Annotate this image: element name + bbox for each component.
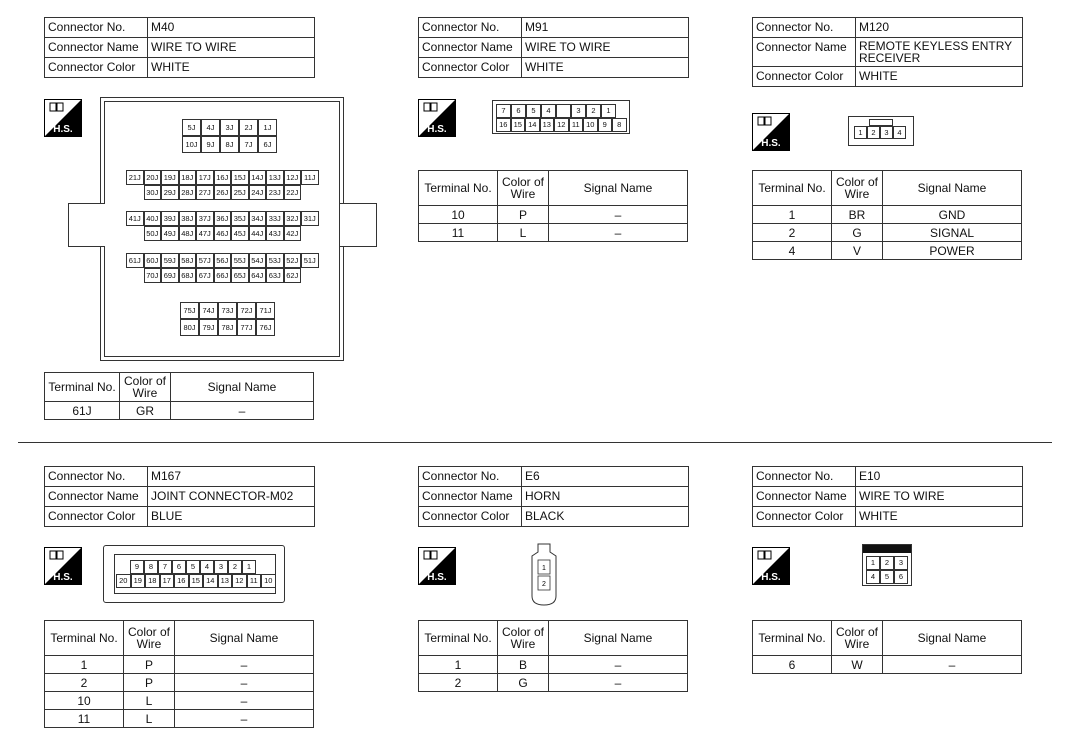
e10-pin: 6 [894, 570, 908, 584]
m40-pin: 36J [214, 211, 232, 226]
connector-no: M120 [856, 18, 1023, 38]
m167-pin: 13 [218, 574, 233, 588]
m40-pin: 24J [249, 185, 267, 200]
connector-info-table: Connector No. E10 Connector Name WIRE TO WIRE Connector Color WHITE [752, 466, 1023, 527]
m40-pin: 66J [214, 268, 232, 283]
m40-pin: 74J [199, 302, 218, 319]
m40-pin: 7J [239, 136, 258, 153]
connector-face-e6 [528, 542, 560, 608]
m40-left-tab [68, 203, 105, 247]
m40-pin: 16J [214, 170, 232, 185]
table-row: 2 G SIGNAL [753, 224, 1022, 242]
m40-right-tab [340, 203, 377, 247]
m40-pin: 70J [144, 268, 162, 283]
e10-pin: 1 [866, 556, 880, 570]
m40-pin: 67J [196, 268, 214, 283]
m40-pin: 50J [144, 226, 162, 241]
m40-pin: 8J [220, 136, 239, 153]
m40-pin: 60J [144, 253, 162, 268]
e10-pin: 5 [880, 570, 894, 584]
hs-icon [752, 547, 790, 585]
connector-color: WHITE [148, 58, 315, 78]
connector-info-table: Connector No. M40 Connector Name WIRE TO WIRE Connector Color WHITE [44, 17, 315, 78]
m40-pin: 23J [266, 185, 284, 200]
m91-pin: 1 [601, 104, 616, 118]
m40-pin: 42J [284, 226, 302, 241]
m40-pin: 77J [237, 319, 256, 336]
m167-pin: 9 [130, 560, 144, 574]
m40-pin: 5J [182, 119, 201, 136]
table-row: 2 G – [419, 674, 688, 692]
m40-pin: 3J [220, 119, 239, 136]
m40-pin: 30J [144, 185, 162, 200]
m167-pin: 16 [174, 574, 189, 588]
m40-pin: 41J [126, 211, 144, 226]
m40-pin: 75J [180, 302, 199, 319]
m91-pin: 12 [554, 118, 569, 132]
m120-pin: 2 [867, 126, 880, 139]
m40-pin: 71J [256, 302, 275, 319]
m91-pin: 3 [571, 104, 586, 118]
hs-icon [418, 547, 456, 585]
m91-pin: 8 [612, 118, 627, 132]
connector-no: M40 [148, 18, 315, 38]
m40-pin: 57J [196, 253, 214, 268]
m40-pin: 64J [249, 268, 267, 283]
m40-pin: 20J [144, 170, 162, 185]
m40-pin: 4J [201, 119, 220, 136]
connector-no: M167 [148, 467, 315, 487]
e10-pin: 2 [880, 556, 894, 570]
m167-pin: 8 [144, 560, 158, 574]
connector-name: WIRE TO WIRE [148, 38, 315, 58]
m40-pin: 11J [301, 170, 319, 185]
m40-pin: 17J [196, 170, 214, 185]
m167-pin: 5 [186, 560, 200, 574]
e6-pin-2: 2 [542, 581, 546, 588]
section-divider [18, 442, 1052, 443]
m40-pin: 15J [231, 170, 249, 185]
connector-color: WHITE [856, 67, 1023, 87]
m40-pin: 1J [258, 119, 277, 136]
connector-e6 [418, 466, 689, 527]
m91-pin: 16 [496, 118, 511, 132]
m91-pin: 5 [526, 104, 541, 118]
connector-no: E10 [856, 467, 1023, 487]
m40-pin: 9J [201, 136, 220, 153]
m40-pin: 72J [237, 302, 256, 319]
m167-pin: 10 [261, 574, 276, 588]
m40-pin: 48J [179, 226, 197, 241]
connector-info-table: Connector No. M91 Connector Name WIRE TO WIRE Connector Color WHITE [418, 17, 689, 78]
m91-pin [556, 104, 571, 118]
m40-pin: 13J [266, 170, 284, 185]
m167-pin: 14 [203, 574, 218, 588]
connector-no: E6 [522, 467, 689, 487]
m40-pin: 76J [256, 319, 275, 336]
m40-pin: 27J [196, 185, 214, 200]
m40-pin: 37J [196, 211, 214, 226]
m167-pin: 1 [242, 560, 256, 574]
connector-m40 [44, 17, 315, 78]
m40-pin: 14J [249, 170, 267, 185]
table-row: 1 B – [419, 656, 688, 674]
m120-pin: 3 [880, 126, 893, 139]
table-row: 6 W – [753, 656, 1022, 674]
m120-pin: 4 [893, 126, 906, 139]
table-row: 11 L – [45, 710, 314, 728]
m40-pin: 31J [301, 211, 319, 226]
m167-pin: 18 [145, 574, 160, 588]
connector-info-table: Connector No. M120 Connector Name REMOTE KEYLESS ENTRY RECEIVER Connector Color WHITE [752, 17, 1023, 87]
m40-pin: 45J [231, 226, 249, 241]
m40-pin: 53J [266, 253, 284, 268]
table-row: 10 L – [45, 692, 314, 710]
connector-name: WIRE TO WIRE [856, 487, 1023, 507]
m40-pin: 69J [161, 268, 179, 283]
m40-pin: 21J [126, 170, 144, 185]
m40-pin: 39J [161, 211, 179, 226]
table-row: 1 P – [45, 656, 314, 674]
table-row: 4 V POWER [753, 242, 1022, 260]
connector-no: M91 [522, 18, 689, 38]
m40-pin: 62J [284, 268, 302, 283]
connector-m167 [44, 466, 315, 527]
m91-pin: 2 [586, 104, 601, 118]
m40-pin: 44J [249, 226, 267, 241]
terminal-table-m167: Terminal No. Color of Wire Signal Name 1 P – 2 P – 10 L – 11 L – [44, 620, 314, 728]
m40-pin: 10J [182, 136, 201, 153]
svg-text:H.S.: H.S. [427, 124, 447, 135]
connector-info-table: Connector No. E6 Connector Name HORN Connector Color BLACK [418, 466, 689, 527]
m40-pin: 22J [284, 185, 302, 200]
terminal-table-m91: Terminal No. Color of Wire Signal Name 10 P – 11 L – [418, 170, 688, 242]
m40-pin: 40J [144, 211, 162, 226]
m91-pin: 9 [598, 118, 613, 132]
m40-pin: 51J [301, 253, 319, 268]
connector-info-table: Connector No. M167 Connector Name JOINT CONNECTOR-M02 Connector Color BLUE [44, 466, 315, 527]
m91-pin: 7 [496, 104, 511, 118]
hs-icon [752, 113, 790, 151]
connector-m120 [752, 17, 1023, 87]
m40-pin: 80J [180, 319, 199, 336]
connector-e10 [752, 466, 1023, 527]
connector-name: WIRE TO WIRE [522, 38, 689, 58]
m91-pin: 6 [511, 104, 526, 118]
hs-icon [418, 99, 456, 137]
terminal-table-e10: Terminal No. Color of Wire Signal Name 6 W – [752, 620, 1022, 674]
connector-color: BLACK [522, 507, 689, 527]
connector-name: HORN [522, 487, 689, 507]
connector-color: BLUE [148, 507, 315, 527]
connector-m91 [418, 17, 689, 78]
m40-pin: 54J [249, 253, 267, 268]
terminal-table-e6: Terminal No. Color of Wire Signal Name 1 B – 2 G – [418, 620, 688, 692]
m40-pin: 65J [231, 268, 249, 283]
m40-pin: 55J [231, 253, 249, 268]
m40-pin: 33J [266, 211, 284, 226]
hs-icon [44, 547, 82, 585]
m167-pin: 15 [189, 574, 204, 588]
m40-pin: 56J [214, 253, 232, 268]
svg-text:H.S.: H.S. [427, 572, 447, 583]
e6-pin-1: 1 [542, 565, 546, 572]
m40-pin: 43J [266, 226, 284, 241]
table-row: 2 P – [45, 674, 314, 692]
m120-pin: 1 [854, 126, 867, 139]
m91-pin: 14 [525, 118, 540, 132]
table-row: 10 P – [419, 206, 688, 224]
connector-name: REMOTE KEYLESS ENTRY RECEIVER [856, 38, 1023, 67]
m91-pin: 15 [511, 118, 526, 132]
m40-pin: 46J [214, 226, 232, 241]
m40-pin: 63J [266, 268, 284, 283]
terminal-table-m40: Terminal No. Color of Wire Signal Name 61J GR – [44, 372, 314, 420]
m40-pin: 18J [179, 170, 197, 185]
m40-pin: 32J [284, 211, 302, 226]
m40-pin: 35J [231, 211, 249, 226]
m40-pin: 19J [161, 170, 179, 185]
svg-text:H.S.: H.S. [761, 138, 781, 149]
m167-pin: 2 [228, 560, 242, 574]
m167-pin: 4 [200, 560, 214, 574]
hs-icon [44, 99, 82, 137]
m40-pin: 78J [218, 319, 237, 336]
hs-label: H.S. [53, 124, 73, 135]
m167-pin: 17 [160, 574, 175, 588]
m167-pin: 7 [158, 560, 172, 574]
m40-pin: 12J [284, 170, 302, 185]
m91-pin: 4 [541, 104, 556, 118]
m40-pin: 47J [196, 226, 214, 241]
e10-pin: 4 [866, 570, 880, 584]
connector-color: WHITE [856, 507, 1023, 527]
m40-pin: 59J [161, 253, 179, 268]
e10-pin: 3 [894, 556, 908, 570]
m91-pin: 10 [583, 118, 598, 132]
m40-pin: 58J [179, 253, 197, 268]
m167-pin: 12 [232, 574, 247, 588]
table-row: 1 BR GND [753, 206, 1022, 224]
connector-color: WHITE [522, 58, 689, 78]
m91-pin: 13 [540, 118, 555, 132]
m40-pin: 28J [179, 185, 197, 200]
m40-pin: 52J [284, 253, 302, 268]
m40-pin: 34J [249, 211, 267, 226]
terminal-table-m120: Terminal No. Color of Wire Signal Name 1 BR GND 2 G SIGNAL 4 V POWER [752, 170, 1022, 260]
m40-pin: 61J [126, 253, 144, 268]
m40-pin: 79J [199, 319, 218, 336]
m40-pin: 6J [258, 136, 277, 153]
svg-text:H.S.: H.S. [761, 572, 781, 583]
m40-pin: 2J [239, 119, 258, 136]
m167-pin: 20 [116, 574, 131, 588]
table-row: 11 L – [419, 224, 688, 242]
m40-pin: 68J [179, 268, 197, 283]
m91-pin: 11 [569, 118, 584, 132]
m40-pin: 49J [161, 226, 179, 241]
m40-pin: 26J [214, 185, 232, 200]
svg-text:H.S.: H.S. [53, 572, 73, 583]
m167-pin: 6 [172, 560, 186, 574]
m40-pin: 38J [179, 211, 197, 226]
m167-pin: 3 [214, 560, 228, 574]
table-row: 61J GR – [45, 402, 314, 420]
m40-pin: 29J [161, 185, 179, 200]
m167-pin: 19 [131, 574, 146, 588]
m40-pin: 25J [231, 185, 249, 200]
m167-pin: 11 [247, 574, 262, 588]
m40-pin: 73J [218, 302, 237, 319]
connector-name: JOINT CONNECTOR-M02 [148, 487, 315, 507]
